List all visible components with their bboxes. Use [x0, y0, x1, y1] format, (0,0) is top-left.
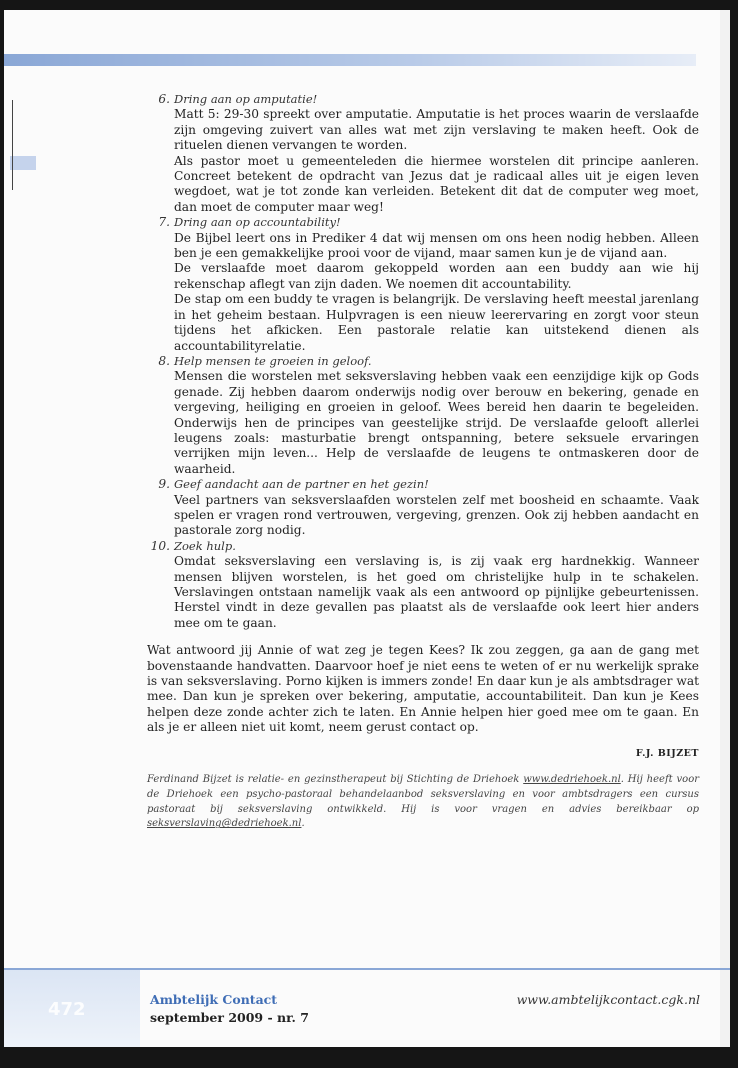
- item-number: 7.: [158, 215, 170, 230]
- item-paragraph: Mensen die worstelen met seksverslaving hebben vaak een eenzijdige kijk op Gods genade. Zij hebben daarom onderwijs nodig over berouw en bekering, genade en vergeving, heiliging en groeien in geloof. Wees bereid hen daarin te begeleiden. Onderwijs hen de principes van geestelijke strijd. De verslaafde gelooft allerlei leugens zoals: masturbatie brengt ontspanning, betere seksuele ervaringen verrijken mijn leven... Help de verslaafde de leugens te ontmaskeren door de waarheid.: [174, 369, 699, 476]
- list-item: [147, 539, 699, 631]
- item-paragraph: De Bijbel leert ons in Prediker 4 dat wij mensen om ons heen nodig hebben. Alleen ben je een gemakkelijke prooi voor de vijand, maar samen kun je de vijand aan.: [174, 230, 699, 261]
- item-title: Geef aandacht aan de partner en het gezin!: [174, 477, 429, 492]
- page: [4, 10, 730, 1047]
- header-color-bar: [4, 54, 696, 66]
- page-edge: [720, 10, 730, 1047]
- article-body: [147, 92, 699, 832]
- item-paragraph: Veel partners van seksverslaafden worstelen zelf met boosheid en schaamte. Vaak spelen er vragen rond vertrouwen, vergeving, grenzen. Ook zij hebben aandacht en pastorale zorg nodig.: [174, 492, 699, 538]
- journal-url: www.ambtelijkcontact.cgk.nl: [516, 992, 700, 1007]
- website-link[interactable]: www.dedriehoek.nl: [523, 774, 621, 786]
- item-paragraph: De stap om een buddy te vragen is belangrijk. De verslaving heeft meestal jarenlang in het geheim bestaan. Hulpvragen is een nieuw leerervaring en zorgt voor steun tijdens het afkicken. Een pastorale relatie kan uitstekend dienen als accountabilityrelatie.: [174, 292, 699, 353]
- item-paragraph: Matt 5: 29-30 spreekt over amputatie. Amputatie is het proces waarin de verslaafde zijn omgeving zuivert van alles wat met zijn verslaving te maken heeft. Ook de rituelen dienen vervangen te worden.: [174, 107, 699, 153]
- item-number: 10.: [150, 538, 170, 553]
- journal-title: Ambtelijk Contact: [150, 992, 278, 1007]
- bio-text: .: [301, 818, 305, 830]
- list-item: [147, 477, 699, 539]
- bio-text: . Hij heeft voor de Driehoek een psycho-pastoraal behandelaanbod seksverslaving en voor ambtsdragers een cursus pastoraat bij seksverslaving ontwikkeld. Hij is voor vragen en advies bereikbaar op: [147, 774, 700, 815]
- item-paragraph: Als pastor moet u gemeenteleden die hiermee worstelen dit principe aanleren. Concreet betekent de opdracht van Jezus dat je radicaal alles uit je eigen leven wegdoet, wat je tot zonde kan verleiden. Betekent dit dat de computer weg moet, dan moet de computer maar weg!: [174, 153, 699, 214]
- email-link[interactable]: seksverslaving@dedriehoek.nl: [147, 818, 302, 830]
- bio-text: Ferdinand Bijzet is relatie- en gezinstherapeut bij Stichting de Driehoek: [147, 774, 524, 786]
- margin-marker: [10, 156, 36, 170]
- closing-paragraph: Wat antwoord jij Annie of wat zeg je tegen Kees? Ik zou zeggen, ga aan de gang met bovenstaande handvatten. Daarvoor hoef je niet eens te weten of er nu werkelijk sprake is van seksverslaving. Porno kijken is immers zonde! En daar kun je als ambtsdrager wat mee. Dan kun je spreken over bekering, amputatie, accountabiliteit. Dan kun je Kees helpen deze zonde achter zich te laten. En Annie helpen hier goed mee om te gaan. En als je er alleen niet uit komt, neem gerust contact op.: [147, 643, 699, 735]
- numbered-list: [147, 92, 699, 631]
- author-name: F.J. BIJZET: [635, 747, 699, 759]
- item-title: Dring aan op amputatie!: [174, 92, 318, 106]
- item-title: Help mensen te groeien in geloof.: [174, 353, 372, 368]
- issue-info: september 2009 - nr. 7: [150, 1010, 309, 1025]
- list-item: [147, 92, 699, 215]
- item-paragraph: Omdat seksverslaving een verslaving is, is zij vaak erg hardnekkig. Wanneer mensen blijven worstelen, is het goed om christelijke hulp in te schakelen. Verslavingen ontstaan namelijk vaak als een antwoord op pijnlijke gebeurtenissen. Herstel vindt in deze gevallen pas plaatst als de verslaafde ook leert hier anders mee om te gaan.: [174, 554, 699, 630]
- author-bio: [147, 773, 699, 832]
- item-title: Dring aan op accountability!: [174, 215, 341, 230]
- item-title: Zoek hulp.: [174, 538, 236, 553]
- item-number: 9.: [158, 477, 170, 492]
- list-item: [147, 215, 699, 354]
- item-number: 8.: [158, 353, 170, 368]
- page-number: 472: [48, 999, 86, 1020]
- item-paragraph: De verslaafde moet daarom gekoppeld worden aan een buddy aan wie hij rekenschap aflegt van zijn daden. We noemen dit accountability.: [174, 261, 699, 291]
- margin-line: [12, 100, 13, 190]
- item-number: 6.: [158, 92, 170, 106]
- list-item: [147, 354, 699, 477]
